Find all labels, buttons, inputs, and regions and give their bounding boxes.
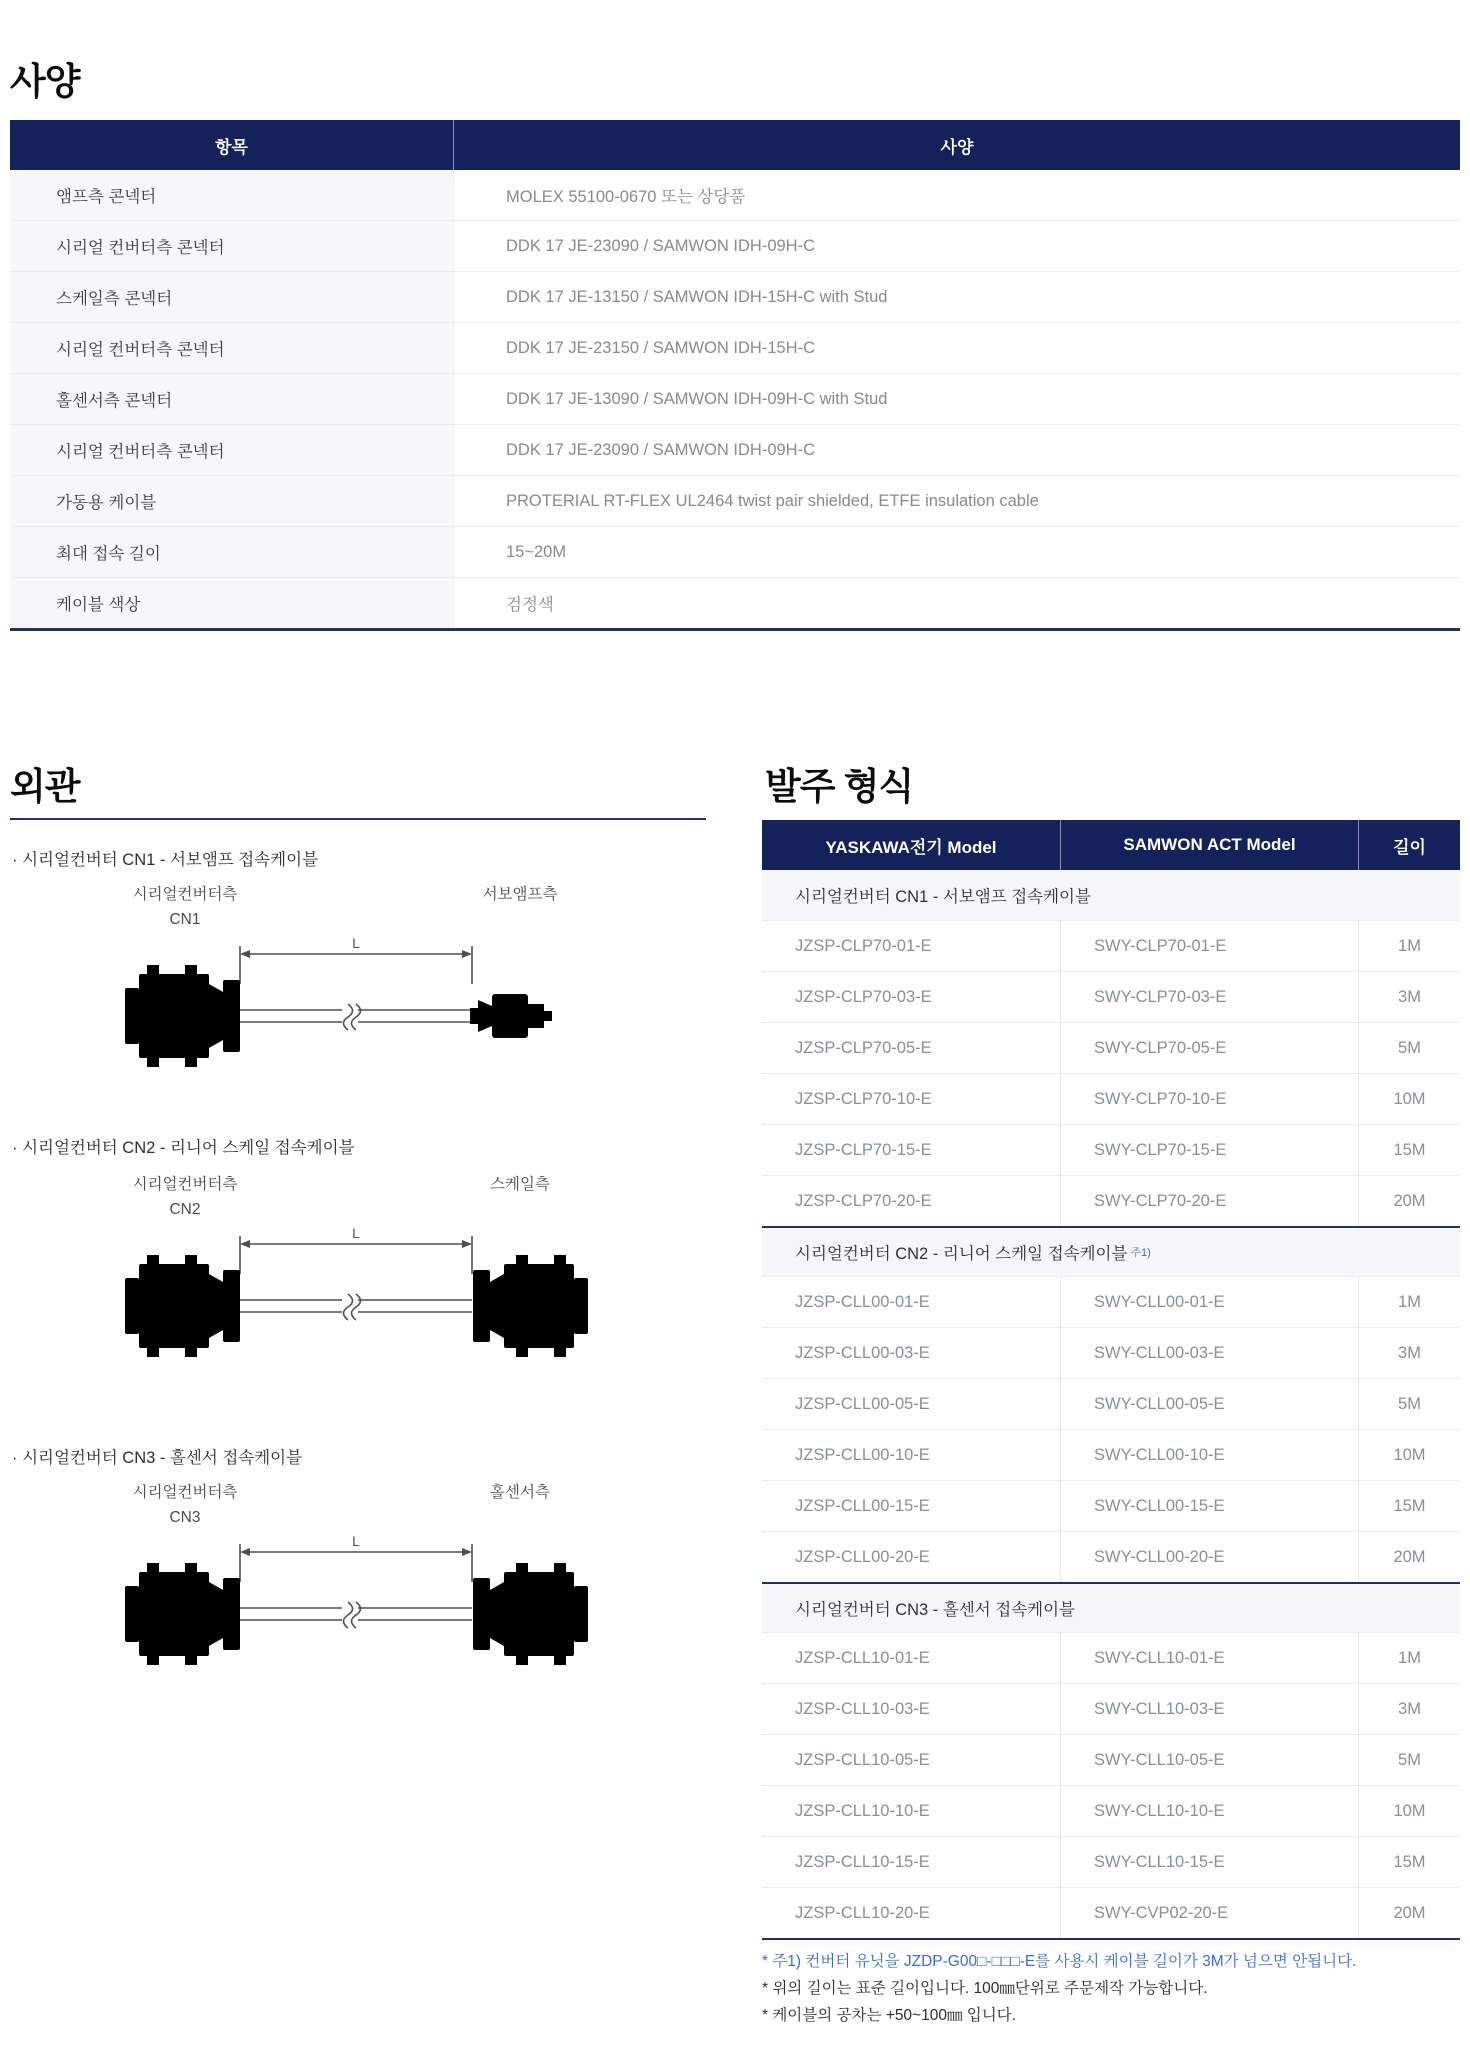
order-table-row (762, 1175, 1460, 1226)
order-table-row (762, 1785, 1460, 1836)
length-cell: 1M (1358, 921, 1460, 971)
dimension-label: L (352, 1225, 360, 1241)
spec-row-item-label: 시리얼 컨버터측 콘넥터 (10, 425, 454, 475)
spec-row-item-label: 시리얼 컨버터측 콘넥터 (10, 323, 454, 373)
spec-row-value: DDK 17 JE-13150 / SAMWON IDH-15H-C with Stud (506, 287, 888, 306)
samwon-model-cell: SWY-CLL00-05-E (1060, 1379, 1358, 1429)
spec-table-row (10, 526, 1460, 577)
cable-diagram-art (90, 934, 590, 1072)
samwon-model-cell: SWY-CLP70-03-E (1060, 972, 1358, 1022)
length-cell: 1M (1358, 1633, 1460, 1683)
spec-row-item-label: 최대 접속 길이 (10, 527, 454, 577)
length-cell: 3M (1358, 1328, 1460, 1378)
cable-diagram-art (90, 1532, 590, 1670)
order-table-row (762, 1480, 1460, 1531)
footnotes (762, 1948, 1356, 2029)
left-label-line1: 시리얼컨버터측 (132, 886, 238, 903)
samwon-model-cell: SWY-CLL00-15-E (1060, 1481, 1358, 1531)
spec-row-item-label: 스케일측 콘넥터 (10, 272, 454, 322)
left-label-line2: CN2 (169, 1201, 201, 1218)
yaskawa-model-cell: JZSP-CLL00-20-E (795, 1547, 930, 1566)
yaskawa-model-cell: JZSP-CLL10-20-E (795, 1903, 930, 1922)
order-table-header (762, 820, 1460, 870)
order-group-header (762, 870, 1460, 920)
yaskawa-model-cell: JZSP-CLL10-15-E (795, 1852, 930, 1871)
yaskawa-model-cell: JZSP-CLP70-20-E (795, 1191, 932, 1210)
mirrored-dsub-art (473, 1563, 588, 1665)
yaskawa-model-cell: JZSP-CLL10-03-E (795, 1699, 930, 1718)
samwon-model-cell: SWY-CLL10-03-E (1060, 1684, 1358, 1734)
length-cell: 10M (1358, 1074, 1460, 1124)
order-group-note-ref: 주1) (1130, 1247, 1151, 1259)
dimension-label: L (352, 935, 360, 951)
spec-table-row (10, 170, 1460, 220)
length-cell: 15M (1358, 1125, 1460, 1175)
length-cell: 20M (1358, 1532, 1460, 1582)
order-table-row (762, 1429, 1460, 1480)
order-table-row (762, 1836, 1460, 1887)
spec-row-value: MOLEX 55100-0670 또는 상당품 (506, 188, 746, 206)
diagram-caption-cn1: · 시리얼컨버터 CN1 - 서보앰프 접속케이블 (12, 851, 319, 869)
diagram-left-connector-label (90, 882, 280, 932)
yaskawa-model-cell: JZSP-CLL00-01-E (795, 1292, 930, 1311)
yaskawa-model-cell: JZSP-CLL00-10-E (795, 1445, 930, 1464)
yaskawa-model-cell: JZSP-CLL00-05-E (795, 1394, 930, 1413)
samwon-model-cell: SWY-CLL00-20-E (1060, 1532, 1358, 1582)
order-header-length: 길이 (1358, 820, 1460, 870)
spec-table-row (10, 424, 1460, 475)
left-label-line2: CN3 (169, 1509, 201, 1526)
order-group-header (762, 1582, 1460, 1632)
yaskawa-model-cell: JZSP-CLP70-15-E (795, 1140, 932, 1159)
length-cell: 10M (1358, 1430, 1460, 1480)
footnote-line: * 주1) 컨버터 유닛을 JZDP-G00□-□□□-E를 사용시 케이블 길이가 3M가 넘으면 안됩니다. (762, 1953, 1357, 1970)
spec-row-value: DDK 17 JE-23090 / SAMWON IDH-09H-C (506, 440, 815, 459)
yaskawa-model-cell: JZSP-CLL10-05-E (795, 1750, 930, 1769)
appearance-divider (10, 818, 706, 820)
length-cell: 15M (1358, 1481, 1460, 1531)
order-table-row (762, 1327, 1460, 1378)
samwon-model-cell: SWY-CLP70-20-E (1060, 1176, 1358, 1226)
samwon-model-cell: SWY-CLL00-01-E (1060, 1277, 1358, 1327)
cable-diagram-cn1 (90, 882, 590, 1072)
spec-row-value: PROTERIAL RT-FLEX UL2464 twist pair shielded, ETFE insulation cable (506, 491, 1039, 510)
length-cell: 5M (1358, 1735, 1460, 1785)
order-group-label: 시리얼컨버터 CN2 - 리니어 스케일 접속케이블 (795, 1245, 1128, 1263)
order-table-row (762, 1887, 1460, 1938)
yaskawa-model-cell: JZSP-CLP70-10-E (795, 1089, 932, 1108)
samwon-model-cell: SWY-CLP70-01-E (1060, 921, 1358, 971)
samwon-model-cell: SWY-CLL10-15-E (1060, 1837, 1358, 1887)
order-header-samwon: SAMWON ACT Model (1060, 820, 1358, 870)
samwon-model-cell: SWY-CLP70-05-E (1060, 1023, 1358, 1073)
order-table-row (762, 1683, 1460, 1734)
length-cell: 3M (1358, 972, 1460, 1022)
diagram-right-connector-label: 서보앰프측 (482, 886, 558, 903)
spec-table (10, 120, 1460, 631)
spec-row-value: DDK 17 JE-23150 / SAMWON IDH-15H-C (506, 338, 815, 357)
order-table-row (762, 920, 1460, 971)
spec-table-row (10, 271, 1460, 322)
length-cell: 5M (1358, 1023, 1460, 1073)
order-group-label: 시리얼컨버터 CN3 - 홀센서 접속케이블 (795, 1601, 1075, 1619)
yaskawa-model-cell: JZSP-CLP70-03-E (795, 987, 932, 1006)
length-cell: 20M (1358, 1176, 1460, 1226)
diagram-left-connector-label (90, 1172, 280, 1222)
footnote-line: * 케이블의 공차는 +50~100㎜ 입니다. (762, 2007, 1017, 2024)
cable-diagram-art (90, 1224, 590, 1362)
left-label-line2: CN1 (169, 911, 201, 928)
dimension-label: L (352, 1533, 360, 1549)
spec-table-row (10, 577, 1460, 628)
cable-diagram-cn2 (90, 1172, 590, 1362)
spec-row-item-label: 시리얼 컨버터측 콘넥터 (10, 221, 454, 271)
order-table-row (762, 1124, 1460, 1175)
diagram-right-connector-label: 스케일측 (490, 1176, 550, 1193)
samwon-model-cell: SWY-CLL10-01-E (1060, 1633, 1358, 1683)
spec-section-title: 사양 (10, 60, 80, 102)
length-cell: 5M (1358, 1379, 1460, 1429)
yaskawa-model-cell: JZSP-CLP70-05-E (795, 1038, 932, 1057)
samwon-model-cell: SWY-CLL00-03-E (1060, 1328, 1358, 1378)
spec-row-item-label: 가동용 케이블 (10, 476, 454, 526)
samwon-model-cell: SWY-CLP70-10-E (1060, 1074, 1358, 1124)
spec-row-value: 15~20M (506, 542, 567, 561)
spec-row-value: DDK 17 JE-13090 / SAMWON IDH-09H-C with Stud (506, 389, 888, 408)
order-table-row (762, 1531, 1460, 1582)
yaskawa-model-cell: JZSP-CLL00-03-E (795, 1343, 930, 1362)
diagram-caption-cn2: · 시리얼컨버터 CN2 - 리니어 스케일 접속케이블 (12, 1139, 355, 1157)
order-section-title: 발주 형식 (765, 765, 914, 807)
diagram-caption-cn3: · 시리얼컨버터 CN3 - 홀센서 접속케이블 (12, 1449, 303, 1467)
left-label-line1: 시리얼컨버터측 (132, 1484, 238, 1501)
spec-row-item-label: 홀센서측 콘넥터 (10, 374, 454, 424)
order-group-label: 시리얼컨버터 CN1 - 서보앰프 접속케이블 (795, 888, 1091, 906)
samwon-model-cell: SWY-CLP70-15-E (1060, 1125, 1358, 1175)
yaskawa-model-cell: JZSP-CLL10-01-E (795, 1648, 930, 1667)
order-table-row (762, 971, 1460, 1022)
length-cell: 3M (1358, 1684, 1460, 1734)
length-cell: 1M (1358, 1277, 1460, 1327)
samwon-model-cell: SWY-CLL10-05-E (1060, 1735, 1358, 1785)
order-table (762, 820, 1460, 1940)
spec-header-spec: 사양 (940, 137, 974, 157)
spec-row-item-label: 앰프측 콘넥터 (10, 170, 454, 220)
cable-diagram-cn3 (90, 1480, 590, 1670)
samwon-model-cell: SWY-CVP02-20-E (1060, 1888, 1358, 1938)
spec-table-row (10, 322, 1460, 373)
spec-table-row (10, 475, 1460, 526)
diagram-left-connector-label (90, 1480, 280, 1530)
length-cell: 20M (1358, 1888, 1460, 1938)
order-header-yaskawa: YASKAWA전기 Model (825, 837, 997, 857)
samwon-model-cell: SWY-CLL10-10-E (1060, 1786, 1358, 1836)
samwon-model-cell: SWY-CLL00-10-E (1060, 1430, 1358, 1480)
spec-row-item-label: 케이블 색상 (10, 578, 454, 628)
order-table-row (762, 1022, 1460, 1073)
order-table-row (762, 1276, 1460, 1327)
spec-row-value: DDK 17 JE-23090 / SAMWON IDH-09H-C (506, 236, 815, 255)
spec-table-row (10, 373, 1460, 424)
spec-table-row (10, 220, 1460, 271)
order-table-row (762, 1378, 1460, 1429)
order-table-row (762, 1734, 1460, 1785)
footnote-line: * 위의 길이는 표준 길이입니다. 100㎜단위로 주문제작 가능합니다. (762, 1980, 1208, 1997)
appearance-section-title: 외관 (10, 765, 80, 807)
yaskawa-model-cell: JZSP-CLL00-15-E (795, 1496, 930, 1515)
order-table-body (762, 870, 1460, 1938)
spec-row-value: 검정색 (506, 596, 554, 614)
length-cell: 10M (1358, 1786, 1460, 1836)
yaskawa-model-cell: JZSP-CLP70-01-E (795, 936, 932, 955)
left-label-line1: 시리얼컨버터측 (132, 1176, 238, 1193)
spec-table-header (10, 120, 1460, 170)
mirrored-dsub-art (473, 1255, 588, 1357)
diagram-right-connector-label: 홀센서측 (490, 1484, 550, 1501)
length-cell: 15M (1358, 1837, 1460, 1887)
order-table-row (762, 1073, 1460, 1124)
servo-amp-plug-art (470, 994, 552, 1038)
yaskawa-model-cell: JZSP-CLL10-10-E (795, 1801, 930, 1820)
spec-header-item: 항목 (10, 120, 454, 170)
order-group-header (762, 1226, 1460, 1276)
spec-table-body (10, 170, 1460, 628)
order-table-row (762, 1632, 1460, 1683)
